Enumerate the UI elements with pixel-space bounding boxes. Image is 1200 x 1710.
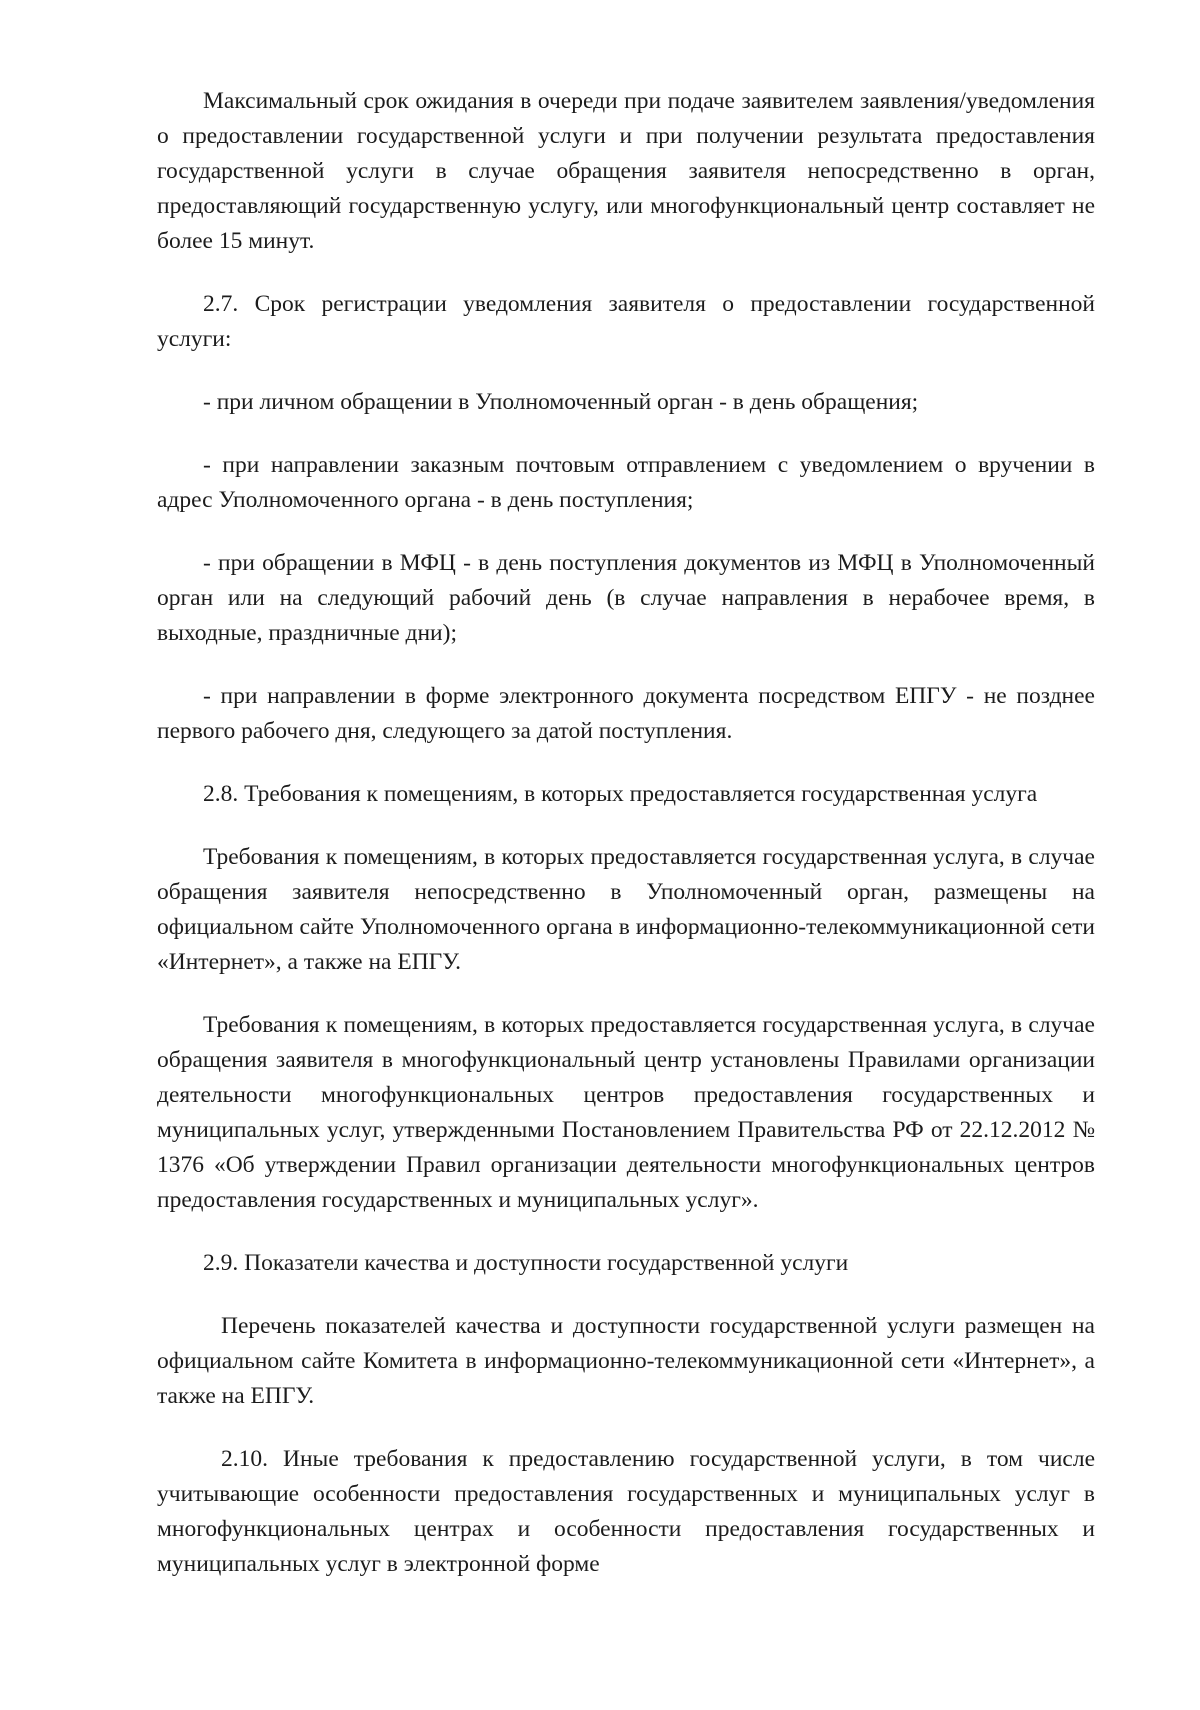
paragraph-max-wait-time: Максимальный срок ожидания в очереди при подаче заявителем заявления/уведомления о предоставлении государственной услуги и при получении результата предоставления государственной услуги в случае обращения заявителя непосредственно в орган, предоставляющий государственную услугу, или многофункциональный центр составляет не более 15 минут. bbox=[157, 88, 1095, 254]
paragraph-2-10-heading: 2.10. Иные требования к предоставлению государственной услуги, в том числе учитывающие особенности предоставления государственных и муниципальных услуг в многофункциональных центрах и особенности предоставления государственных и муниципальных услуг в электронной форме bbox=[157, 1446, 1095, 1577]
paragraph-personal-visit: - при личном обращении в Уполномоченный орган - в день обращения; bbox=[203, 389, 919, 415]
paragraph-2-7-heading: 2.7. Срок регистрации уведомления заявителя о предоставлении государственной услуги: bbox=[157, 291, 1095, 352]
paragraph-registered-mail: - при направлении заказным почтовым отправлением с уведомлением о вручении в адрес Уполномоченного органа - в день поступления; bbox=[157, 452, 1095, 513]
paragraph-premises-authority: Требования к помещениям, в которых предоставляется государственная услуга, в случае обращения заявителя непосредственно в Уполномоченный орган, размещены на официальном сайте Уполномоченного органа в информационно-телекоммуникационной сети «Интернет», а также на ЕПГУ. bbox=[157, 844, 1095, 975]
paragraph-2-8-heading: 2.8. Требования к помещениям, в которых предоставляется государственная услуга bbox=[203, 781, 1038, 807]
paragraph-epgu: - при направлении в форме электронного документа посредством ЕПГУ - не позднее первого рабочего дня, следующего за датой поступления. bbox=[157, 683, 1095, 744]
paragraph-quality-indicators: Перечень показателей качества и доступности государственной услуги размещен на официальном сайте Комитета в информационно-телекоммуникационной сети «Интернет», а также на ЕПГУ. bbox=[157, 1313, 1095, 1409]
paragraph-2-9-heading: 2.9. Показатели качества и доступности государственной услуги bbox=[203, 1250, 849, 1276]
paragraph-mfc: - при обращении в МФЦ - в день поступления документов из МФЦ в Уполномоченный орган или на следующий рабочий день (в случае направления в нерабочее время, в выходные, праздничные дни); bbox=[157, 550, 1095, 646]
paragraph-premises-mfc: Требования к помещениям, в которых предоставляется государственная услуга, в случае обращения заявителя в многофункциональный центр установлены Правилами организации деятельности многофункциональных центров предоставления государственных и муниципальных услуг, утвержденными Постановлением Правительства РФ от 22.12.2012 № 1376 «Об утверждении Правил организации деятельности многофункциональных центров предоставления государственных и муниципальных услуг». bbox=[157, 1012, 1095, 1213]
document-body bbox=[157, 84, 1095, 1610]
